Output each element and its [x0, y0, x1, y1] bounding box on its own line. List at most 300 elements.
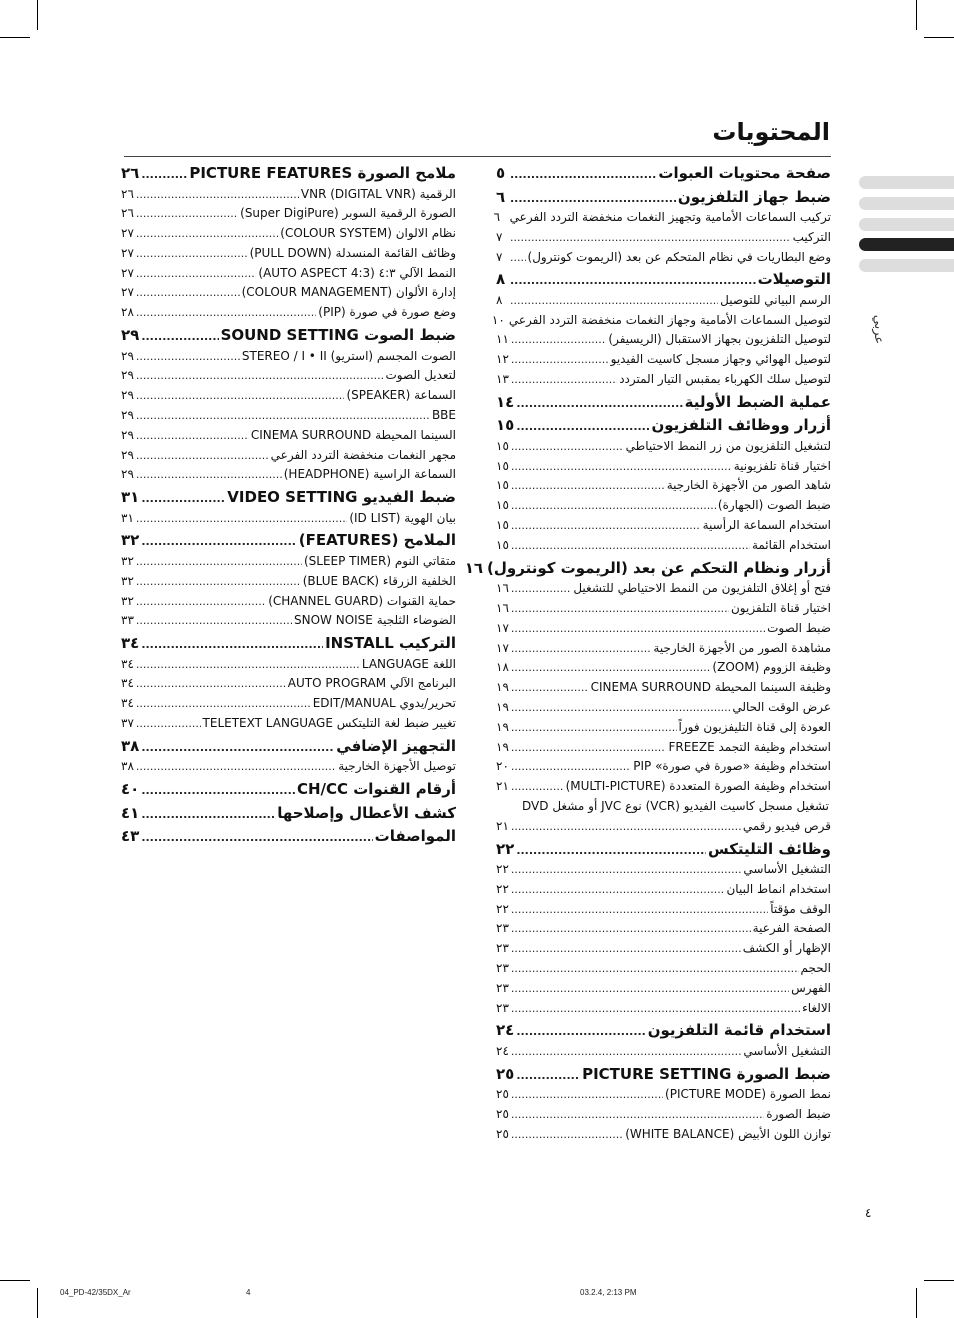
- toc-page-number: ٢٩: [121, 368, 134, 383]
- toc-entry: [121, 554, 456, 574]
- toc-entry: [121, 759, 456, 779]
- toc-page-number: ٢٩: [121, 467, 134, 482]
- toc-entry: [496, 538, 831, 558]
- toc-leader-dots: [511, 1128, 623, 1141]
- toc-label: لتشغيل التلفزيون من زر النمط الاحتياطي: [625, 438, 831, 453]
- toc-page-number: ٢٢: [496, 901, 509, 916]
- toc-entry: [496, 720, 831, 740]
- toc-entry: [496, 459, 831, 479]
- toc-entry: [496, 581, 831, 601]
- toc-label: ضبط الفيديو VIDEO SETTING: [227, 488, 456, 507]
- toc-leader-dots: [136, 575, 301, 588]
- toc-leader-dots: [136, 188, 299, 201]
- toc-entry: [496, 921, 831, 941]
- toc-leader-dots: [511, 780, 564, 793]
- toc-entry: [121, 305, 456, 325]
- toc-label: الفهرس: [791, 980, 831, 995]
- toc-label: تركيب السماعات الأمامية وتجهيز النغمات منخفضة التردد الفرعي: [509, 210, 831, 224]
- toc-label: الصوت المجسم (استريو) STEREO / I • II: [241, 348, 456, 363]
- toc-section: [496, 416, 831, 439]
- crop-mark: [924, 37, 954, 38]
- toc-page-number: ٤٣: [121, 827, 140, 846]
- toc-leader-dots: [511, 760, 631, 773]
- toc-leader-dots: [136, 389, 345, 402]
- toc-label: ضبط الصوت (الجهارة): [717, 498, 831, 513]
- toc-leader-dots: [136, 555, 302, 568]
- toc-entry: [121, 187, 456, 207]
- toc-section: [121, 804, 456, 827]
- toc-section: [121, 531, 456, 554]
- toc-entry: [496, 700, 831, 720]
- toc-label: الالغاء: [802, 1000, 831, 1015]
- toc-label: وظائف القائمة المنسدلة (PULL DOWN): [249, 245, 456, 260]
- toc-entry: [121, 594, 456, 614]
- toc-label: اللغة LANGUAGE: [361, 656, 456, 671]
- toc-page-number: ٢١: [496, 818, 509, 833]
- crop-mark: [37, 1288, 38, 1318]
- toc-page-number: ٢٣: [496, 980, 509, 995]
- toc-leader-dots: [136, 697, 311, 710]
- toc-label: اختيار قناة التلفزيون: [730, 600, 831, 615]
- toc-entry: [496, 621, 831, 641]
- title-rule: [124, 156, 831, 157]
- toc-leader-dots: [511, 622, 765, 635]
- toc-page-number: ٣٢: [121, 573, 134, 588]
- toc-section: [121, 780, 456, 803]
- toc-entry: [496, 641, 831, 661]
- toc-page-number: ١٥: [496, 416, 515, 435]
- toc-leader-dots: [136, 512, 347, 525]
- toc-page-number: ٢٩: [121, 427, 134, 442]
- toc-label: مجهر النغمات منخفضة التردد الفرعي: [270, 447, 456, 462]
- toc-page-number: ٣١: [121, 488, 140, 507]
- toc-leader-dots: [511, 741, 667, 754]
- language-tab: [859, 197, 954, 210]
- toc-leader-dots: [511, 883, 725, 896]
- footer-file: 04_PD-42/35DX_Ar: [60, 1288, 131, 1297]
- toc-entry: [496, 799, 831, 819]
- toc-page-number: ٢٦: [121, 206, 134, 221]
- toc-label: ضبط الصورة PICTURE SETTING: [582, 1064, 831, 1083]
- toc-page-number: ١٥: [496, 438, 509, 453]
- toc-label: أزرار ووظائف التلفزيون: [651, 416, 831, 435]
- toc-page-number: ٣٨: [121, 736, 140, 755]
- toc-page-number: ٨: [496, 270, 506, 289]
- toc-label: فتح أو إغلاق التلفزيون من النمط الاحتياطي للتشغيل: [573, 581, 831, 596]
- toc-label: الصورة الرقمية السوبر (Super DigiPure): [240, 206, 456, 221]
- page-title: المحتويات: [712, 118, 830, 146]
- toc-label: الخلفية الزرقاء (BLUE BACK): [302, 573, 456, 588]
- toc-label: مشاهدة الصور من الأجهزة الخارجية: [653, 640, 831, 655]
- toc-entry: [496, 478, 831, 498]
- toc-column-left: [121, 163, 456, 850]
- toc-label: أزرار ونظام التحكم عن بعد (الريموت كونترول): [487, 558, 831, 577]
- toc-label: التركيب INSTALL: [325, 634, 456, 653]
- toc-leader-dots: [141, 831, 372, 844]
- toc-entry: [496, 779, 831, 799]
- toc-leader-dots: [136, 227, 278, 240]
- toc-page-number: ١٥: [496, 478, 509, 493]
- toc-entry: [121, 467, 456, 487]
- toc-leader-dots: [511, 373, 617, 386]
- toc-leader-dots: [511, 460, 732, 473]
- toc-page-number: ٢٩: [121, 447, 134, 462]
- toc-entry: [496, 961, 831, 981]
- toc-page-number: ٣٤: [121, 696, 134, 711]
- toc-label: العودة إلى قناة التليفزيون فوراً: [678, 719, 831, 734]
- toc-label: لتوصيل التلفزيون بجهاز الاستقبال (الريسيفر): [608, 332, 831, 347]
- crop-mark: [0, 1280, 30, 1281]
- toc-leader-dots: [136, 760, 336, 773]
- toc-leader-dots: [136, 350, 240, 363]
- toc-entry: [121, 226, 456, 246]
- language-tab: [859, 218, 954, 231]
- toc-leader-dots: [136, 677, 286, 690]
- toc-label: ضبط الصورة: [766, 1106, 831, 1121]
- toc-label: كشف الأعطال وإصلاحها: [277, 803, 456, 822]
- toc-section: [121, 164, 456, 187]
- toc-label: السينما المحيطة CINEMA SURROUND: [250, 427, 456, 442]
- toc-leader-dots: [511, 1108, 764, 1121]
- side-language-label: عربي: [871, 314, 887, 345]
- toc-leader-dots: [510, 251, 526, 264]
- toc-leader-dots: [510, 294, 718, 307]
- toc-label: توصيل الأجهزة الخارجية: [338, 759, 456, 774]
- toc-entry: [496, 882, 831, 902]
- toc-page-number: ٢٤: [496, 1021, 515, 1040]
- toc-page-number: ٤١: [121, 803, 140, 822]
- toc-leader-dots: [511, 962, 799, 975]
- toc-entry: [121, 206, 456, 226]
- toc-leader-dots: [136, 614, 292, 627]
- toc-page-number: ٣٤: [121, 676, 134, 691]
- toc-leader-dots: [511, 681, 589, 694]
- toc-label: BBE: [431, 407, 456, 422]
- toc-leader-dots: [136, 468, 282, 481]
- toc-label: الرسم البياني للتوصيل: [720, 292, 831, 307]
- toc-entry: [121, 613, 456, 633]
- toc-entry: [121, 676, 456, 696]
- toc-page-number: ٢٨: [121, 305, 134, 320]
- toc-label: اختيار قناة تلفزيونية: [733, 458, 831, 473]
- toc-page-number: ١١: [496, 332, 509, 347]
- toc-page-number: ٢٣: [496, 1000, 509, 1015]
- toc-leader-dots: [510, 274, 756, 287]
- toc-leader-dots: [511, 982, 789, 995]
- toc-label: البرنامج الآلي AUTO PROGRAM: [287, 676, 456, 691]
- toc-entry: [496, 498, 831, 518]
- toc-page-number: ٢٥: [496, 1106, 509, 1121]
- toc-entry: [496, 250, 831, 270]
- toc-entry: [121, 511, 456, 531]
- toc-section: [121, 827, 456, 850]
- toc-label: نمط الصورة (PICTURE MODE): [665, 1087, 831, 1102]
- toc-label: وظيفة الزووم (ZOOM): [712, 660, 831, 675]
- toc-entry: [496, 1107, 831, 1127]
- toc-label: استخدام قائمة التلفزيون: [647, 1021, 831, 1040]
- toc-page-number: ٣٢: [121, 553, 134, 568]
- toc-page-number: ١٩: [496, 680, 509, 695]
- toc-section: [121, 634, 456, 657]
- toc-leader-dots: [511, 820, 741, 833]
- toc-entry: [496, 518, 831, 538]
- toc-leader-dots: [136, 595, 266, 608]
- toc-label: التجهيز الإضافي: [336, 736, 456, 755]
- toc-leader-dots: [511, 1002, 800, 1015]
- toc-label: النمط الآلي ٤:٣ (4:3 AUTO ASPECT): [258, 265, 456, 280]
- crop-mark: [916, 0, 917, 30]
- toc-page-number: ١٩: [496, 719, 509, 734]
- toc-label: وظائف التليتكس: [708, 839, 831, 858]
- toc-entry: [496, 293, 831, 313]
- toc-page-number: ٢٩: [121, 326, 140, 345]
- toc-leader-dots: [511, 942, 741, 955]
- toc-entry: [496, 1087, 831, 1107]
- toc-page-number: ٣١: [121, 510, 134, 525]
- toc-label: استخدام القائمة: [751, 537, 831, 552]
- toc-leader-dots: [510, 192, 676, 205]
- toc-leader-dots: [511, 721, 677, 734]
- toc-page-number: ٣٤: [121, 656, 134, 671]
- toc-leader-dots: [141, 808, 275, 821]
- toc-entry: [496, 740, 831, 760]
- toc-page-number: ٢٩: [121, 388, 134, 403]
- toc-entry: [496, 759, 831, 779]
- toc-label: وضع صورة في صورة (PIP): [318, 305, 456, 320]
- toc-page-number: ١٦: [496, 600, 509, 615]
- toc-leader-dots: [141, 535, 296, 548]
- toc-section: [496, 270, 831, 293]
- toc-leader-dots: [511, 863, 742, 876]
- toc-leader-dots: [141, 784, 295, 797]
- toc-label: لتوصيل سلك الكهرباء بمقبس التيار المتردد: [619, 372, 831, 387]
- toc-leader-dots: [141, 492, 225, 505]
- toc-section: [496, 188, 831, 211]
- toc-leader-dots: [136, 658, 360, 671]
- toc-leader-dots: [511, 479, 665, 492]
- toc-label: استخدام السماعة الرأسية: [702, 518, 831, 533]
- toc-leader-dots: [141, 330, 218, 343]
- toc-entry: [121, 428, 456, 448]
- toc-leader-dots: [511, 333, 607, 346]
- toc-entry: [496, 862, 831, 882]
- toc-label: الملامح (FEATURES): [298, 531, 456, 550]
- toc-label: السماعة الراسية (HEADPHONE): [283, 467, 456, 482]
- toc-leader-dots: [136, 717, 201, 730]
- toc-label: قرص فيديو رقمي: [742, 818, 831, 833]
- toc-entry: [121, 696, 456, 716]
- toc-label: استخدام وظيفة الصورة المتعددة (MULTI-PICTURE): [565, 779, 831, 794]
- toc-label: تغيير ضبط لغة التليتكس TELETEXT LANGUAGE: [202, 716, 456, 731]
- toc-label: لتوصيل الهوائي وجهاز مسجل كاسيت الفيديو: [610, 352, 831, 367]
- footer-date: 03.2.4, 2:13 PM: [580, 1288, 637, 1297]
- toc-page-number: ٣٣: [121, 613, 134, 628]
- toc-leader-dots: [511, 1088, 663, 1101]
- toc-label: بيان الهوية (ID LIST): [349, 510, 456, 525]
- toc-leader-dots: [136, 429, 249, 442]
- toc-page-number: ١٩: [496, 699, 509, 714]
- toc-leader-dots: [511, 701, 730, 714]
- crop-mark: [924, 1280, 954, 1281]
- toc-leader-dots: [141, 741, 334, 754]
- page-number: ٤: [865, 1206, 872, 1220]
- toc-page-number: ١٠: [491, 312, 505, 327]
- toc-page-number: ٢٣: [496, 961, 509, 975]
- crop-mark: [37, 0, 38, 30]
- toc-label: ضبط الصوت SOUND SETTING: [220, 326, 456, 345]
- toc-label: عرض الوقت الحالي: [732, 699, 831, 714]
- toc-entry: [496, 1127, 831, 1147]
- toc-leader-dots: [511, 661, 711, 674]
- toc-leader-dots: [516, 1025, 645, 1038]
- toc-page-number: ١٢: [496, 352, 509, 367]
- toc-page-number: ٢٠: [496, 759, 509, 774]
- toc-label: استخدام وظيفة «صورة في صورة» PIP: [633, 759, 831, 774]
- toc-leader-dots: [136, 306, 316, 319]
- toc-leader-dots: [516, 1069, 580, 1082]
- toc-entry: [496, 352, 831, 372]
- toc-entry: [496, 819, 831, 839]
- toc-label: عملية الضبط الأولية: [684, 392, 831, 411]
- toc-section: [121, 488, 456, 511]
- toc-page-number: ١٧: [496, 640, 509, 655]
- toc-label: شاهد الصور من الأجهزة الخارجية: [666, 478, 831, 493]
- toc-leader-dots: [511, 539, 750, 552]
- toc-leader-dots: [511, 903, 768, 916]
- toc-label: الحجم: [800, 961, 831, 975]
- toc-label: الرقمية VNR (DIGITAL VNR): [300, 186, 456, 201]
- toc-entry: [121, 349, 456, 369]
- toc-entry: [496, 230, 831, 250]
- toc-label: أرقام القنوات CH/CC: [296, 780, 456, 799]
- toc-leader-dots: [136, 449, 269, 462]
- toc-page-number: ٢٦: [121, 164, 140, 182]
- toc-entry: [121, 408, 456, 428]
- toc-label: ضبط الصوت: [767, 620, 831, 635]
- toc-page-number: ٢٢: [496, 839, 515, 858]
- toc-entry: [496, 941, 831, 961]
- footer-page: 4: [246, 1288, 251, 1297]
- toc-label: الصفحة الفرعية: [752, 921, 831, 936]
- toc-leader-dots: [141, 168, 187, 181]
- language-tab-active: [859, 238, 954, 251]
- toc-leader-dots: [516, 420, 649, 433]
- toc-page-number: ١٥: [496, 518, 509, 533]
- toc-label: لتوصيل السماعات الأمامية وجهاز النغمات منخفضة التردد الفرعي: [508, 312, 831, 327]
- toc-leader-dots: [136, 247, 248, 260]
- toc-page-number: ٢٧: [121, 226, 134, 241]
- toc-page-number: ٢٩: [121, 407, 134, 422]
- toc-label: السماعة (SPEAKER): [346, 388, 456, 403]
- toc-page-number: ٥: [496, 164, 506, 182]
- toc-label: لتعديل الصوت: [385, 368, 456, 383]
- toc-label: تحرير/يدوي EDIT/MANUAL: [312, 696, 456, 711]
- toc-leader-dots: [511, 1045, 742, 1058]
- toc-section: [464, 558, 831, 582]
- toc-label: التشغيل الأساسي: [743, 862, 831, 877]
- toc-page-number: ١٩: [496, 739, 509, 754]
- toc-leader-dots: [511, 499, 716, 512]
- toc-column-right: [464, 163, 831, 1147]
- toc-label: المواصفات: [374, 827, 456, 846]
- toc-leader-dots: [141, 638, 323, 651]
- toc-label: تشغيل مسجل كاسيت الفيديو (VCR) نوع JVC أو مشغل DVD: [522, 798, 829, 813]
- toc-page-number: ١٣: [496, 372, 509, 387]
- toc-leader-dots: [510, 168, 656, 181]
- toc-leader-dots: [511, 353, 609, 366]
- toc-leader-dots: [516, 397, 682, 410]
- toc-section: [121, 326, 456, 349]
- toc-page-number: ٢٥: [496, 1064, 515, 1083]
- toc-entry: [121, 246, 456, 266]
- toc-label: استخدام وظيفة التجمد FREEZE: [668, 739, 831, 754]
- toc-leader-dots: [136, 207, 238, 220]
- toc-page-number: ٢١: [496, 779, 509, 794]
- toc-entry: [496, 1044, 831, 1064]
- toc-label: التشغيل الأساسي: [743, 1043, 831, 1058]
- toc-page-number: ٣٢: [121, 593, 134, 608]
- toc-entry: [121, 448, 456, 468]
- toc-page-number: ٢٣: [496, 941, 509, 956]
- toc-page-number: ٣٧: [121, 716, 134, 731]
- toc-entry: [493, 210, 831, 230]
- toc-leader-dots: [511, 602, 729, 615]
- toc-label: حماية القنوات (CHANNEL GUARD): [268, 593, 456, 608]
- toc-page-number: ٧: [496, 229, 503, 244]
- toc-entry: [496, 680, 831, 700]
- toc-label: نظام الالوان (COLOUR SYSTEM): [280, 226, 456, 241]
- toc-leader-dots: [136, 267, 257, 280]
- toc-page-number: ٢٤: [496, 1043, 509, 1058]
- toc-page-number: ٤٠: [121, 780, 140, 799]
- toc-entry: [496, 601, 831, 621]
- toc-section: [496, 393, 831, 416]
- toc-entry: [496, 372, 831, 392]
- toc-leader-dots: [136, 409, 430, 422]
- toc-section: [496, 1065, 831, 1088]
- toc-section: [121, 737, 456, 760]
- toc-entry: [496, 332, 831, 352]
- toc-section: [496, 164, 831, 187]
- toc-label: وظيفة السينما المحيطة CINEMA SURROUND: [590, 680, 831, 695]
- toc-leader-dots: [511, 922, 751, 935]
- toc-label: ضبط جهاز التلفزيون: [677, 187, 831, 206]
- toc-page-number: ٢٧: [121, 245, 134, 260]
- toc-entry: [491, 312, 831, 333]
- toc-page-number: ٢٢: [496, 881, 509, 896]
- toc-page-number: ٢٦: [121, 186, 134, 201]
- toc-page-number: ٢٣: [496, 921, 509, 936]
- toc-label: إدارة الألوان (COLOUR MANAGEMENT): [241, 285, 456, 300]
- toc-leader-dots: [136, 369, 384, 382]
- toc-page-number: ١٥: [496, 498, 509, 513]
- toc-entry: [496, 439, 831, 459]
- toc-label: التركيب: [792, 229, 831, 244]
- toc-leader-dots: [136, 286, 240, 299]
- toc-label: الضوضاء الثلجية SNOW NOISE: [294, 613, 456, 628]
- toc-entry: [121, 388, 456, 408]
- toc-label: الوقف مؤقتاً: [770, 901, 831, 916]
- toc-entry: [496, 981, 831, 1001]
- toc-page-number: ٧: [496, 249, 503, 264]
- toc-entry: [121, 368, 456, 388]
- toc-page-number: ٨: [496, 292, 503, 307]
- toc-section: [496, 1021, 831, 1044]
- toc-page-number: ١٥: [496, 537, 509, 552]
- toc-label: التوصيلات: [757, 270, 831, 289]
- toc-page-number: ٢٢: [496, 862, 509, 877]
- toc-page-number: ٢٧: [121, 285, 134, 300]
